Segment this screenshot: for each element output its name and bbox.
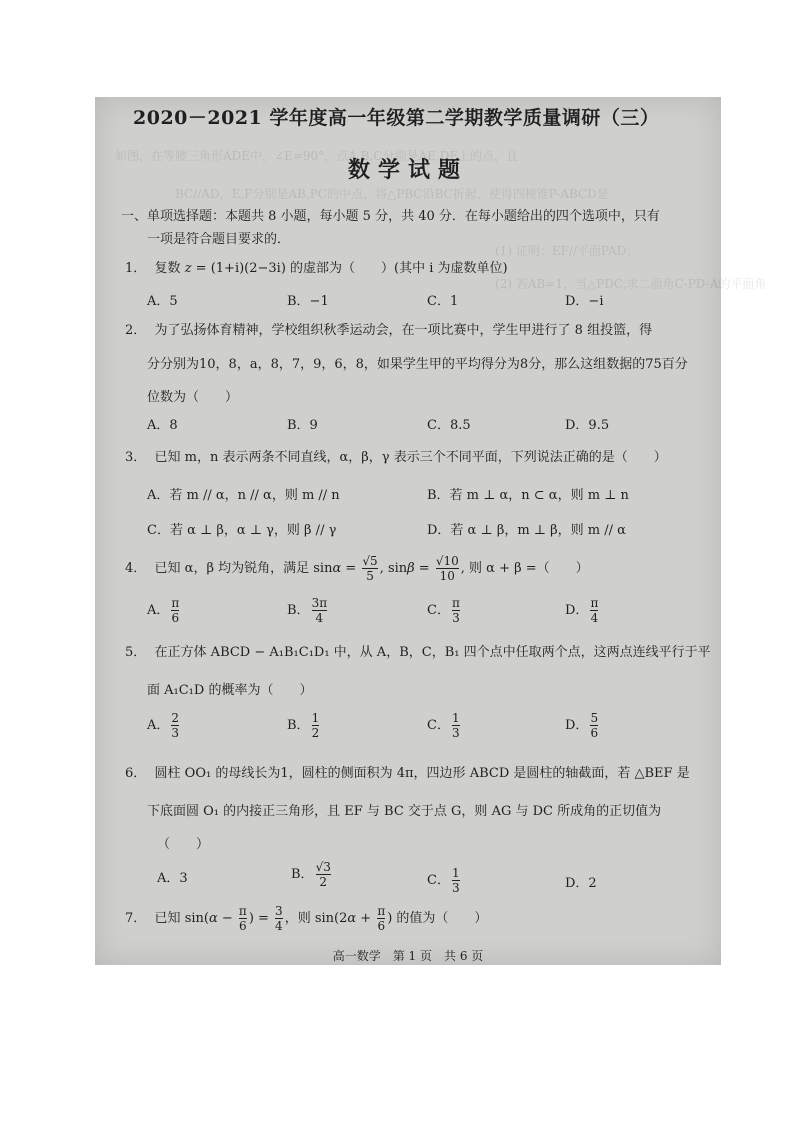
q4-option-d: D． $\frac{\pi}{4}$ — [565, 596, 599, 625]
q4-option-c: C． $\frac{\pi}{3}$ — [427, 596, 460, 625]
question-5-line2: 面 A₁C₁D 的概率为（ ） — [147, 683, 313, 698]
q5-option-b: B． $\frac{1}{2}$ — [287, 711, 320, 740]
question-5-line1: 5． 在正方体 ABCD − A₁B₁C₁D₁ 中，从 A，B，C，B₁ 四个点中任取两个点，这两点连线平行于平 — [125, 645, 711, 660]
page-footer: 高一数学 第 1 页 共 6 页 — [332, 949, 484, 963]
q2-option-a: A．8 — [147, 418, 178, 433]
question-1: 1． 复数 z = (1+i)(2−3i) 的虚部为（ ）(其中 i 为虚数单位) — [125, 261, 508, 276]
question-4: 4． 已知 α，β 均为锐角，满足 sinα = $\frac{√5}{5}$ , sinβ = $\frac{√10}{10}$ , 则 α + β =（ ） — [125, 554, 589, 583]
question-2-line2: 分分别为10，8，a，8，7，9，6，8，如果学生甲的平均得分为8分，那么这组数据的75百分 — [147, 357, 688, 372]
question-6-blank: （ ） — [157, 837, 210, 852]
question-2-line3: 位数为（ ） — [147, 390, 239, 405]
q3-option-b: B．若 m ⊥ α，n ⊂ α，则 m ⊥ n — [427, 488, 629, 503]
question-6-line2: 下底面圆 O₁ 的内接正三角形，且 EF 与 BC 交于点 G，则 AG 与 DC 所成角的正切值为 — [147, 804, 662, 819]
subject-heading: 数学试题 — [347, 157, 468, 183]
q1-option-c: C．1 — [427, 294, 459, 309]
q6-option-a: A．3 — [157, 871, 188, 886]
q5-option-d: D． $\frac{5}{6}$ — [565, 711, 599, 740]
q5-option-c: C． $\frac{1}{3}$ — [427, 711, 460, 740]
bleed-through-text: 如图，在等腰三角形ADE中，∠E=90°，点A,B,C分别是AE,DE上的点，且 — [115, 149, 519, 163]
question-7: 7． 已知 sin(α − $\frac{\pi}{6}$ ) = $\frac{3}{4}$ ，则 sin(2α + $\frac{\pi}{6}$ ) 的值为（ ） — [125, 904, 488, 933]
section-heading: 一、单项选择题：本题共 8 小题，每小题 5 分，共 40 分．在每小题给出的四个选项中，只有 — [121, 209, 660, 224]
q1-option-d: D．−i — [565, 294, 604, 309]
q3-option-c: C．若 α ⊥ β，α ⊥ γ，则 β // γ — [147, 523, 337, 538]
q2-option-c: C．8.5 — [427, 418, 471, 433]
question-6-line1: 6． 圆柱 OO₁ 的母线长为1，圆柱的侧面积为 4π，四边形 ABCD 是圆柱的轴截面，若 △BEF 是 — [125, 766, 690, 781]
q3-option-d: D．若 α ⊥ β，m ⊥ β，则 m // α — [427, 523, 626, 538]
q4-option-b: B． $\frac{3\pi}{4}$ — [287, 596, 328, 625]
exam-page — [95, 97, 767, 965]
q3-option-a: A．若 m // α，n // α，则 m // n — [147, 488, 340, 503]
q2-option-d: D．9.5 — [565, 418, 610, 433]
bleed-through-text: BC//AD，E,F分别是AB,PC的中点，将△PBC沿BC折起，使得四棱锥P-ABCD是 — [175, 187, 609, 201]
bleed-through-text: (2) 若AB=1，当△PDC,求二面角C-PD-A的平面角 — [495, 277, 767, 291]
q4-option-a: A． $\frac{\pi}{6}$ — [147, 596, 180, 625]
q6-option-d: D．2 — [565, 876, 597, 891]
q2-option-b: B．9 — [287, 418, 318, 433]
question-2-line1: 2． 为了弘扬体育精神，学校组织秋季运动会，在一项比赛中，学生甲进行了 8 组投篮，得 — [125, 323, 653, 338]
q1-option-b: B．−1 — [287, 294, 329, 309]
section-heading-cont: 一项是符合题目要求的． — [147, 232, 291, 247]
q6-option-b: B． $\frac{√3}{2}$ — [291, 860, 331, 889]
q1-option-a: A．5 — [147, 294, 178, 309]
question-3: 3． 已知 m，n 表示两条不同直线，α，β，γ 表示三个不同平面，下列说法正确的是（ ） — [125, 450, 667, 465]
q6-option-c: C． $\frac{1}{3}$ — [427, 866, 460, 895]
q5-option-a: A． $\frac{2}{3}$ — [147, 711, 180, 740]
exam-title: 2020－2021 学年度高一年级第二学期教学质量调研（三） — [133, 107, 660, 129]
bleed-through-text: (1) 证明：EF//平面PAD； — [495, 244, 639, 258]
